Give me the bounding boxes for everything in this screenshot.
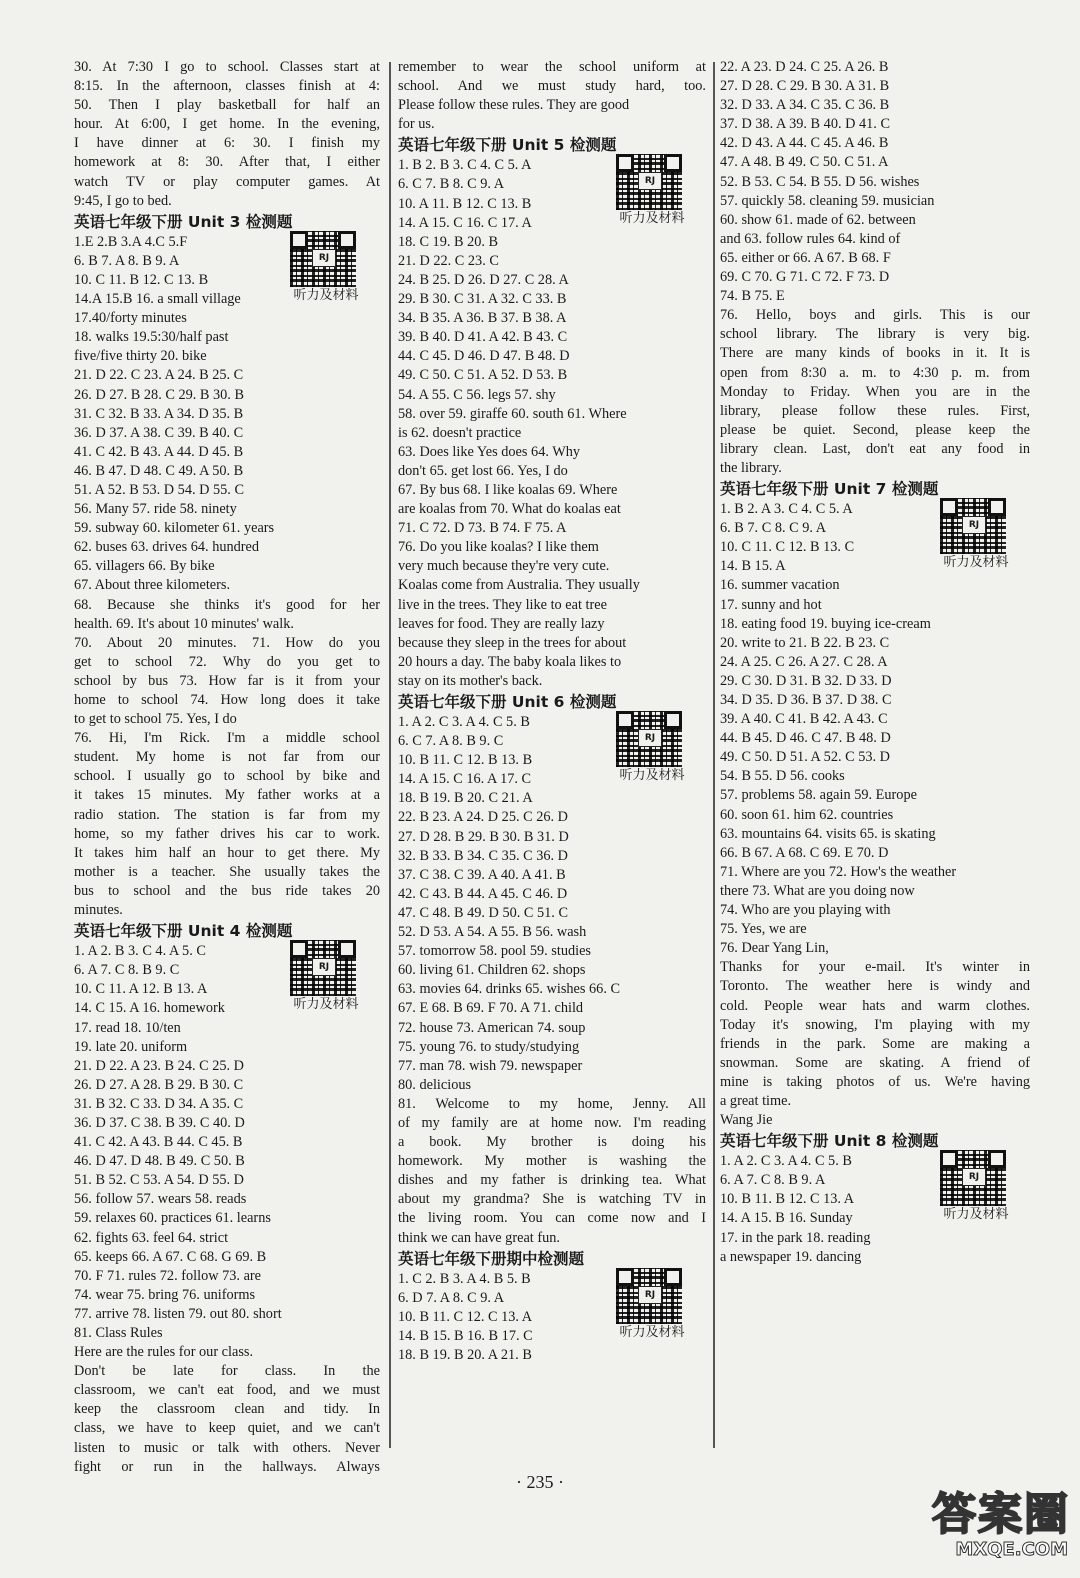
answer-line: cold. People wear hats and warm clothes. (720, 997, 1030, 1014)
answer-line: 24. B 25. D 26. D 27. C 28. A (398, 271, 569, 288)
answer-line: 24. A 25. C 26. A 27. C 28. A (720, 653, 888, 670)
column-divider (389, 62, 391, 1448)
answer-line: 1. A 2. C 3. A 4. C 5. B (720, 1153, 852, 1170)
answer-line: 19. late 20. uniform (74, 1038, 188, 1055)
answer-line: 52. D 53. A 54. A 55. B 56. wash (398, 924, 587, 941)
answer-line: 44. B 45. D 46. C 47. B 48. D (720, 730, 891, 747)
answer-line: listen to music or talk with others. Never (74, 1439, 380, 1456)
answer-line: 30. At 7:30 I go to school. Classes start at (74, 59, 380, 75)
answer-line: is 62. doesn't practice (398, 424, 522, 441)
answer-line: 50. Then I play basketball for half an (74, 97, 380, 114)
answer-line: 14. B 15. B 16. B 17. C (398, 1327, 533, 1344)
answer-line: Wang Jie (720, 1112, 773, 1129)
watermark-site-text: MXQE.COM (955, 1539, 1068, 1560)
answer-line: 47. C 48. B 49. D 50. C 51. C (398, 904, 568, 921)
qr-code-icon (290, 940, 356, 996)
answer-line: 34. B 35. A 36. B 37. B 38. A (398, 310, 567, 327)
answer-line: 42. D 43. A 44. C 45. A 46. B (720, 135, 889, 152)
answer-line: 60. show 61. made of 62. between (720, 211, 916, 228)
answer-line: 65. either or 66. A 67. B 68. F (720, 249, 891, 266)
answer-line: for us. (398, 116, 435, 133)
answer-line: 26. D 27. A 28. B 29. B 30. C (74, 1076, 244, 1093)
answer-line: Thanks for your e-mail. It's winter in (720, 959, 1030, 976)
answer-line: 59. subway 60. kilometer 61. years (74, 520, 275, 537)
answer-line: 42. C 43. B 44. A 45. C 46. D (398, 885, 568, 902)
answer-line: very much because they're very cute. (398, 558, 610, 575)
answer-line: 49. C 50. D 51. A 52. C 53. D (720, 749, 890, 766)
answer-line: class, we have to keep quiet, and we can't (74, 1420, 380, 1437)
answer-line: It takes him half an hour to get there. My (74, 844, 380, 861)
answer-line: 16. summer vacation (720, 577, 840, 594)
answer-line: 17. sunny and hot (720, 596, 822, 613)
answer-line: hour. At 6:00, I get home. In the evening, (74, 116, 380, 133)
answer-line: 76. Hi, I'm Rick. I'm a middle school (74, 730, 380, 747)
answer-line: library clean. Last, don't eat any food in (720, 440, 1030, 457)
answer-line: 22. A 23. D 24. C 25. A 26. B (720, 59, 889, 75)
answer-line: school by bus 73. How far is it from your (74, 672, 380, 689)
answer-line: 60. soon 61. him 62. countries (720, 806, 894, 823)
page-number: · 235 · (516, 1472, 564, 1492)
answer-line: 47. A 48. B 49. C 50. C 51. A (720, 154, 889, 171)
section-heading: 英语七年级下册 Unit 5 检测题 (398, 136, 617, 155)
answer-line: Today it's snowing, I'm playing with my (720, 1016, 1030, 1033)
answer-line: Toronto. The weather here is windy and (720, 978, 1030, 995)
qr-caption: 听力及材料 (943, 1207, 1009, 1222)
answer-line: 32. D 33. A 34. C 35. C 36. B (720, 97, 890, 114)
answer-line: it takes 15 minutes. My father works at a (74, 787, 380, 804)
answer-line: 36. D 37. C 38. B 39. C 40. D (74, 1114, 245, 1131)
answer-line: 34. D 35. D 36. B 37. D 38. C (720, 692, 892, 708)
answer-line: 51. A 52. B 53. D 54. D 55. C (74, 481, 244, 498)
answer-line: and 63. follow rules 64. kind of (720, 230, 901, 247)
answer-line: There are many kinds of books in it. It is (720, 345, 1030, 362)
answer-line: bus to school and the bus ride takes 20 (74, 882, 380, 899)
answer-line: 26. D 27. B 28. C 29. B 30. B (74, 386, 244, 403)
answer-line: 57. problems 58. again 59. Europe (720, 787, 917, 804)
answer-line: 60. living 61. Children 62. shops (398, 962, 586, 979)
answer-line: 6. A 7. C 8. B 9. A (720, 1172, 826, 1189)
qr-code[interactable] (616, 1268, 685, 1340)
answer-line: 1. A 2. B 3. C 4. A 5. C (74, 943, 206, 960)
answer-line: 57. quickly 58. cleaning 59. musician (720, 192, 935, 209)
answer-line: 62. fights 63. feel 64. strict (74, 1229, 229, 1246)
answer-line: 6. D 7. A 8. C 9. A (398, 1289, 505, 1306)
answer-line: 1. C 2. B 3. A 4. B 5. B (398, 1270, 531, 1287)
answer-line: 74. wear 75. bring 76. uniforms (74, 1286, 256, 1303)
qr-caption: 听力及材料 (619, 1325, 685, 1340)
answer-line: 10. C 11. C 12. B 13. C (720, 539, 855, 556)
answer-line: 39. A 40. C 41. B 42. A 43. C (720, 711, 888, 728)
answer-line: Monday to Friday. When you are in the (720, 383, 1030, 400)
answer-line: 71. Where are you 72. How's the weather (720, 863, 957, 880)
answer-line: 1. B 2. B 3. C 4. C 5. A (398, 157, 532, 174)
answer-line: radio station. The station is far from my (74, 806, 380, 823)
answer-line: 52. B 53. C 54. B 55. D 56. wishes (720, 173, 920, 190)
answer-line: Don't be late for class. In the (74, 1363, 380, 1380)
answer-line: 14. B 15. A (720, 558, 786, 575)
answer-line: 22. B 23. A 24. D 25. C 26. D (398, 809, 568, 826)
qr-badge: RJ (962, 516, 986, 534)
answer-line: 10. A 11. B 12. C 13. B (398, 195, 532, 212)
answer-line: 46. D 47. D 48. B 49. C 50. B (74, 1153, 245, 1170)
qr-code[interactable] (616, 154, 685, 226)
answer-line: 10. B 11. C 12. B 13. B (398, 752, 533, 769)
answer-line: 9:45, I go to bed. (74, 192, 172, 209)
answer-line: there 73. What are you doing now (720, 882, 915, 899)
qr-code[interactable] (616, 711, 685, 783)
answer-line: minutes. (74, 902, 123, 919)
qr-code-icon (940, 1150, 1006, 1206)
answer-line: 57. tomorrow 58. pool 59. studies (398, 943, 592, 960)
section-heading: 英语七年级下册 Unit 8 检测题 (720, 1132, 939, 1151)
answer-line: because they sleep in the trees for about (398, 634, 627, 651)
answer-line: remember to wear the school uniform at (398, 59, 706, 75)
column-middle (398, 58, 706, 1365)
answer-line: 10. B 11. B 12. C 13. A (720, 1191, 855, 1208)
qr-badge: RJ (312, 249, 336, 267)
answer-line: 18. C 19. B 20. B (398, 233, 499, 250)
watermark-logo (932, 1478, 1080, 1578)
answer-line: 31. C 32. B 33. A 34. D 35. B (74, 405, 244, 422)
qr-badge: RJ (638, 1286, 662, 1304)
qr-code[interactable] (290, 940, 359, 1012)
answer-line: 6. B 7. C 8. C 9. A (720, 520, 827, 537)
qr-code-icon (616, 711, 682, 767)
answer-line: 29. B 30. C 31. A 32. C 33. B (398, 291, 567, 308)
answer-line: 41. C 42. B 43. A 44. D 45. B (74, 443, 244, 460)
qr-badge: RJ (312, 958, 336, 976)
qr-code-icon (616, 154, 682, 210)
answer-line: 49. C 50. C 51. A 52. D 53. B (398, 367, 568, 384)
answer-line: are koalas from 70. What do koalas eat (398, 501, 621, 518)
answer-line: 17. read 18. 10/ten (74, 1019, 181, 1036)
qr-code-icon (290, 231, 356, 287)
answer-line: 39. B 40. D 41. A 42. B 43. C (398, 329, 568, 346)
answer-line: 70. F 71. rules 72. follow 73. are (74, 1267, 262, 1284)
answer-line: 1. B 2. A 3. C 4. C 5. A (720, 501, 853, 518)
answer-line: Here are the rules for our class. (74, 1344, 254, 1361)
answer-line: 18. B 19. B 20. C 21. A (398, 790, 533, 807)
answer-line: 69. C 70. G 71. C 72. F 73. D (720, 269, 890, 286)
answer-line: a newspaper 19. dancing (720, 1248, 862, 1265)
answer-line: school. I usually go to school by bike and (74, 768, 380, 785)
answer-line: 8:15. In the afternoon, classes finish at 4: (74, 78, 380, 95)
section-heading: 英语七年级下册 Unit 3 检测题 (74, 212, 293, 231)
answer-line: 65. keeps 66. A 67. C 68. G 69. B (74, 1248, 267, 1265)
answer-line: 67. About three kilometers. (74, 577, 231, 594)
answer-line: friends in the park. Some are making a (720, 1035, 1030, 1052)
column-divider (713, 62, 715, 1448)
answer-line: open from 8:30 a. m. to 4:30 p. m. from (720, 364, 1030, 381)
answer-line: 51. B 52. C 53. A 54. D 55. D (74, 1172, 244, 1189)
answer-line: 77. arrive 78. listen 79. out 80. short (74, 1305, 282, 1322)
answer-line: mine is taking photos of us. We're having (720, 1073, 1030, 1090)
answer-line: homework at 8: 30. After that, I either (74, 154, 380, 171)
answer-line: 10. C 11. B 12. C 13. B (74, 271, 209, 288)
answer-line: 29. C 30. D 31. B 32. D 33. D (720, 672, 892, 689)
qr-caption: 听力及材料 (293, 288, 359, 303)
answer-line: 1.E 2.B 3.A 4.C 5.F (74, 233, 188, 250)
answer-line: 54. B 55. D 56. cooks (720, 768, 845, 785)
answer-line: 41. C 42. A 43. B 44. C 45. B (74, 1134, 243, 1151)
qr-code[interactable] (940, 1150, 1009, 1222)
answer-line: 59. relaxes 60. practices 61. learns (74, 1210, 271, 1227)
answer-line: the living room. You can come now and I (398, 1210, 706, 1227)
answer-line: 46. B 47. D 48. C 49. A 50. B (74, 462, 244, 479)
answer-line: 14. A 15. B 16. Sunday (720, 1210, 853, 1227)
answer-line: 63. mountains 64. visits 65. is skating (720, 825, 936, 842)
qr-caption: 听力及材料 (943, 555, 1009, 570)
answer-line: 31. B 32. C 33. D 34. A 35. C (74, 1095, 244, 1112)
answer-line: 58. over 59. giraffe 60. south 61. Where (398, 405, 627, 422)
answer-line: 76. Do you like koalas? I like them (398, 539, 599, 556)
answer-line: 18. walks 19.5:30/half past (74, 329, 229, 346)
answer-line: 67. E 68. B 69. F 70. A 71. child (398, 1000, 584, 1017)
answer-line: Please follow these rules. They are good (398, 97, 630, 114)
column-left (74, 58, 380, 1477)
answer-line: 17. in the park 18. reading (720, 1229, 871, 1246)
qr-code[interactable] (940, 498, 1009, 570)
answer-line: library, please follow these rules. First, (720, 402, 1030, 419)
section-heading: 英语七年级下册 Unit 6 检测题 (398, 693, 617, 711)
answer-line: 75. Yes, we are (720, 921, 807, 938)
answer-line: 14. C 15. A 16. homework (74, 1000, 225, 1017)
qr-badge: RJ (962, 1168, 986, 1186)
answer-line: 63. movies 64. drinks 65. wishes 66. C (398, 981, 620, 998)
answer-line: 54. A 55. C 56. legs 57. shy (398, 386, 556, 403)
answer-line: 17.40/forty minutes (74, 310, 187, 327)
answer-line: 76. Hello, boys and girls. This is our (720, 307, 1030, 324)
answer-line: 21. D 22. C 23. C (398, 252, 499, 269)
section-heading: 英语七年级下册 Unit 4 检测题 (74, 922, 293, 941)
answer-line: 6. A 7. C 8. B 9. C (74, 962, 180, 979)
answer-line: health. 69. It's about 10 minutes' walk. (74, 615, 294, 632)
qr-caption: 听力及材料 (619, 211, 685, 226)
answer-line: 21. D 22. A 23. B 24. C 25. D (74, 1057, 244, 1074)
answer-line: 20 hours a day. The baby koala likes to (398, 653, 622, 670)
section-heading: 英语七年级下册期中检测题 (398, 1249, 585, 1268)
answer-line: to get to school 75. Yes, I do (74, 711, 237, 728)
answer-line: a book. My brother is doing his (398, 1134, 706, 1151)
answer-line: classroom, we can't eat food, and we must (74, 1382, 380, 1399)
answer-line: home, so my father drives his car to work. (74, 825, 380, 842)
answer-line: 71. C 72. D 73. B 74. F 75. A (398, 520, 567, 537)
answer-line: 10. B 11. C 12. C 13. A (398, 1308, 533, 1325)
answer-line: 81. Welcome to my home, Jenny. All (398, 1095, 706, 1112)
answer-line: 56. Many 57. ride 58. ninety (74, 501, 237, 518)
answer-line: 37. D 38. A 39. B 40. D 41. C (720, 116, 890, 133)
answer-line: 27. D 28. B 29. B 30. B 31. D (398, 828, 569, 845)
answer-line: 80. delicious (398, 1076, 472, 1093)
answer-line: 75. young 76. to study/studying (398, 1038, 580, 1055)
answer-line: school library. The library is very big. (720, 326, 1030, 343)
answer-line: 62. buses 63. drives 64. hundred (74, 539, 260, 556)
answer-line: 66. B 67. A 68. C 69. E 70. D (720, 844, 889, 861)
column-right (720, 58, 1030, 1267)
answer-line: homework. My mother is washing the (398, 1153, 706, 1170)
answer-line: 63. Does like Yes does 64. Why (398, 443, 581, 460)
answer-line: 14.A 15.B 16. a small village (74, 291, 241, 308)
answer-line: 74. B 75. E (720, 288, 785, 305)
qr-code[interactable] (290, 231, 359, 303)
answer-line: 14. A 15. C 16. C 17. A (398, 214, 532, 231)
section-heading: 英语七年级下册 Unit 7 检测题 (720, 480, 939, 499)
answer-line: 76. Dear Yang Lin, (720, 940, 829, 957)
answer-line: 37. C 38. C 39. A 40. A 41. B (398, 866, 566, 883)
answer-line: 44. C 45. D 46. D 47. B 48. D (398, 348, 570, 365)
qr-code-icon (940, 498, 1006, 554)
answer-line: watch TV or play computer games. At (74, 173, 380, 190)
answer-line: please be quiet. Second, please keep the (720, 421, 1030, 438)
qr-badge: RJ (638, 729, 662, 747)
answer-line: the library. (720, 459, 782, 476)
answer-line: 27. D 28. C 29. B 30. A 31. B (720, 78, 890, 95)
answer-line: fight or run in the hallways. Always (74, 1458, 380, 1475)
answer-line: dishes and my father is drinking tea. What (398, 1172, 706, 1189)
answer-line: mother is a teacher. She usually takes the (74, 863, 380, 880)
answer-line: 68. Because she thinks it's good for her (74, 596, 380, 613)
answer-line: five/five thirty 20. bike (74, 348, 207, 365)
watermark-logo-text: 答案圈 (932, 1489, 1070, 1540)
answer-line: 18. eating food 19. buying ice-cream (720, 615, 931, 632)
answer-line: 74. Who are you playing with (720, 902, 891, 919)
answer-line: don't 65. get lost 66. Yes, I do (398, 462, 568, 479)
answer-line: 65. villagers 66. By bike (74, 558, 215, 575)
answer-line: 6. C 7. B 8. C 9. A (398, 176, 505, 193)
answer-line: 32. B 33. B 34. C 35. C 36. D (398, 847, 568, 864)
answer-line: school. And we must study hard, too. (398, 78, 706, 95)
answer-line: think we can have great fun. (398, 1229, 560, 1246)
answer-line: 6. B 7. A 8. B 9. A (74, 252, 180, 269)
answer-line: live in the trees. They like to eat tree (398, 596, 607, 613)
answer-line: I have dinner at 6: 30. I finish my (74, 135, 380, 152)
answer-line: a great time. (720, 1092, 792, 1109)
answer-line: 81. Class Rules (74, 1325, 163, 1341)
answer-line: 6. C 7. A 8. B 9. C (398, 733, 504, 750)
answer-line: of my family are at home now. I'm reading (398, 1114, 706, 1131)
answer-line: 18. B 19. B 20. A 21. B (398, 1347, 532, 1363)
answer-line: Koalas come from Australia. They usually (398, 577, 640, 594)
qr-caption: 听力及材料 (293, 997, 359, 1012)
answer-line: 20. write to 21. B 22. B 23. C (720, 634, 890, 651)
answer-line: keep the classroom clean and tidy. In (74, 1401, 380, 1418)
answer-line: 36. D 37. A 38. C 39. B 40. C (74, 424, 244, 441)
answer-line: 72. house 73. American 74. soup (398, 1019, 586, 1036)
answer-line: home to school 74. How long does it take (74, 692, 380, 708)
answer-line: 67. By bus 68. I like koalas 69. Where (398, 481, 618, 498)
answer-line: 1. A 2. C 3. A 4. C 5. B (398, 714, 530, 730)
qr-caption: 听力及材料 (619, 768, 685, 783)
answer-line: 21. D 22. C 23. A 24. B 25. C (74, 367, 244, 384)
qr-code-icon (616, 1268, 682, 1324)
answer-line: leaves for food. They are really lazy (398, 615, 605, 632)
answer-line: stay on its mother's back. (398, 672, 543, 689)
qr-badge: RJ (638, 172, 662, 190)
answer-line: about my grandma? She is watching TV in (398, 1191, 706, 1208)
answer-line: snowman. Some are skating. A friend of (720, 1054, 1030, 1071)
answer-line: 14. A 15. C 16. A 17. C (398, 771, 532, 788)
answer-line: 70. About 20 minutes. 71. How do you (74, 634, 380, 651)
answer-line: get to school 72. Why do you get to (74, 653, 380, 670)
answer-line: student. My home is not far from our (74, 749, 380, 766)
answer-line: 10. C 11. A 12. B 13. A (74, 981, 208, 998)
answer-line: 77. man 78. wish 79. newspaper (398, 1057, 583, 1074)
answer-line: 56. follow 57. wears 58. reads (74, 1191, 247, 1208)
